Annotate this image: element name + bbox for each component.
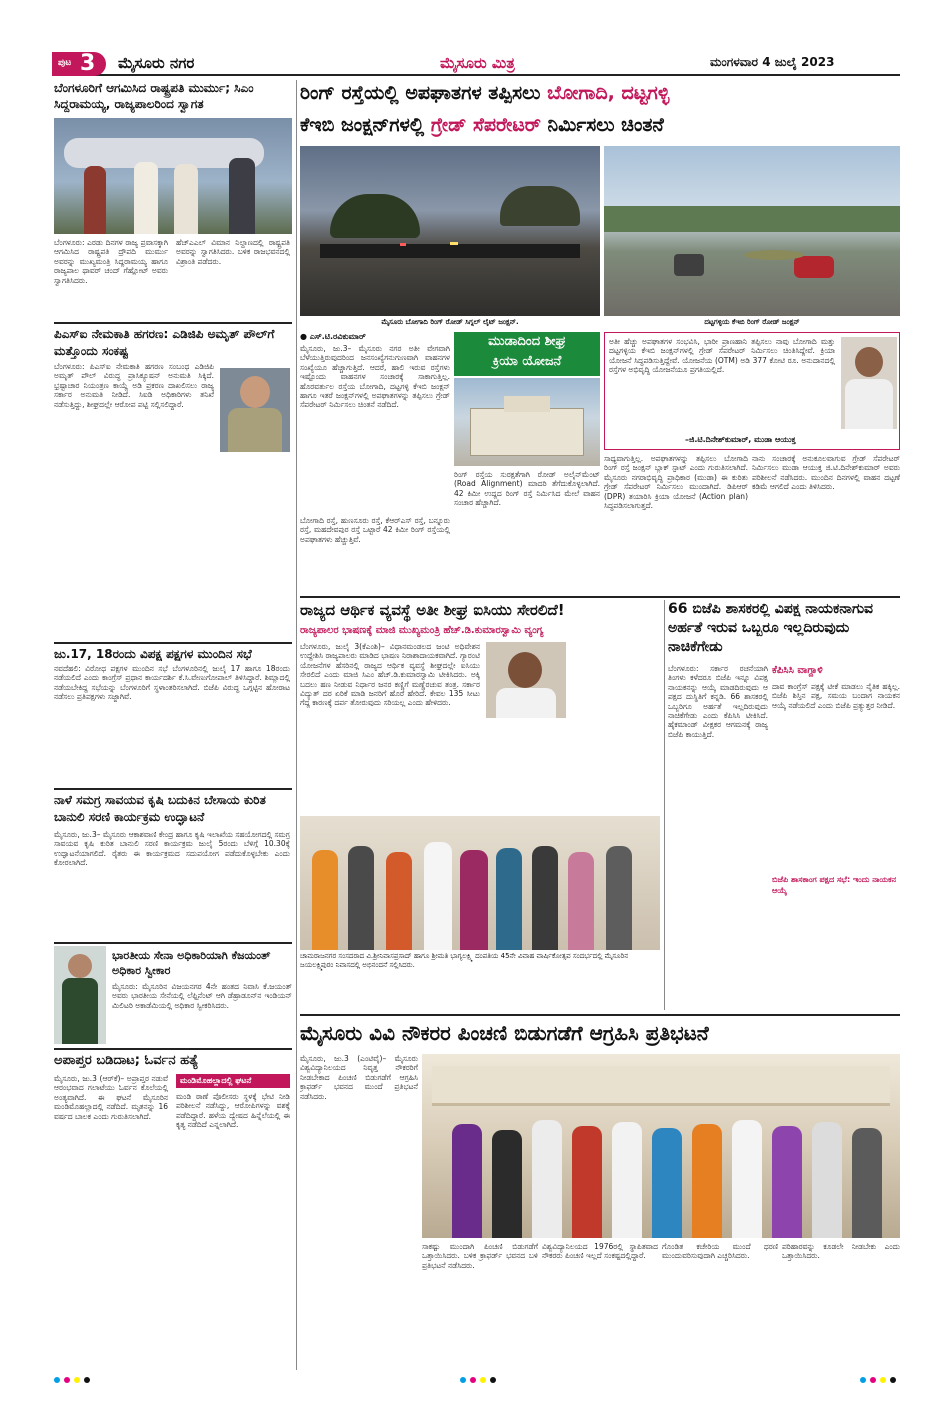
paper-name: ಮೈಸೂರು ಮಿತ್ರ xyxy=(440,54,515,72)
crime-body-left: ಮೈಸೂರು, ಜು.3 (ಆರ್‌ಕೆ)– ಅಪ್ರಾಪ್ತರ ನಡುವೆ ಆರಂಭವಾದ ಗಲಾಟೆಯು ಓರ್ವನ ಕೊಲೆಯಲ್ಲಿ ಅಂತ್ಯವಾಗಿದೆ. ಈ ಘಟನೆ ಮೈಸೂರಿನ ಮಂಡಿಮೊಹಲ್ಲಾದಲ್ಲಿ ನಡೆದಿದೆ. ಮೃತನನ್ನು 16 ವರ್ಷದ ಬಾಲಕ ಎಂದು ಗುರುತಿಸಲಾಗಿದೆ. xyxy=(54,1074,168,1121)
crime-subhead: ಮಂಡಿಮೊಹಲ್ಲಾದಲ್ಲಿ ಘಟನೆ xyxy=(176,1074,290,1088)
section-name: ಮೈಸೂರು ನಗರ xyxy=(118,54,195,72)
flyover-headline-2a: ಕೆಇಬಿ ಜಂಕ್ಷನ್‌ಗಳಲ್ಲಿ xyxy=(300,114,431,136)
army-officer-photo xyxy=(54,946,106,1044)
anniversary-group-photo xyxy=(300,816,660,950)
flyover-headline-1a: ರಿಂಗ್ ರಸ್ತೆಯಲ್ಲಿ ಅಪಘಾತಗಳ ತಪ್ಪಿಸಲು xyxy=(300,82,548,104)
flyover-byline: ● ಎಸ್.ಟಿ.ರವಿಕುಮಾರ್ xyxy=(300,332,366,341)
flyover-col-b: ನಾನು ಸಂಚಾರಕ್ಕೆ ಅನುಕೂಲವಾಗುವ ಗ್ರೇಡ್ ಸೆಪರೇಟರ್ ನಿರ್ಮಿಸಲು ಮುಡಾ ಆಯುಕ್ತ ಜಿ.ಟಿ.ದಿನೇಶ್‌ಕುಮಾರ್ ಅವರು ಪರಿಶೀಲನೆ ನಡೆಸಿದರು. ಮುಂದಿನ ದಿನಗಳಲ್ಲಿ ವಾಹನ ದಟ್ಟಣೆ ಕಡಿಮೆ ಆಗಲಿದೆ ಎಂದು ತಿಳಿಸಿದರು. xyxy=(752,454,900,492)
flyover-body-2: ಬೋಗಾದಿ ರಸ್ತೆ, ಹುಣಸೂರು ರಸ್ತೆ, ಕೆಆರ್‌ಎಸ್ ರಸ್ತೆ, ಬನ್ನೂರು ರಸ್ತೆ, ಮಹದೇವಪುರ ರಸ್ತೆ ಒಟ್ಟಾರೆ 42 ಕಿಮೀ ರಿಂಗ್ ರಸ್ತೆಯಲ್ಲಿ ಅಪಘಾತಗಳು ಹೆಚ್ಚುತ್ತಿವೆ. xyxy=(300,516,450,544)
bjp-subhead-2: ಬಿಜೆಪಿ ಶಾಸಕಾಂಗ ಪಕ್ಷದ ಸಭೆ: ಇಂದು ನಾಯಕನ ಆಯ್ಕೆ xyxy=(772,875,897,895)
pension-headline: ಮೈಸೂರು ವಿವಿ ನೌಕರರ ಪಿಂಚಣಿ ಬಿಡುಗಡೆಗೆ ಆಗ್ರಹಿಸಿ ಪ್ರತಿಭಟನೆ xyxy=(300,1021,709,1045)
session-headline: ಜು.17, 18ರಂದು ವಿಪಕ್ಷ ಪಕ್ಷಗಳ ಮುಂದಿನ ಸಭೆ xyxy=(54,647,252,661)
pension-col-2: ವಿಶ್ವವಿದ್ಯಾನಿಲಯದ 1976ರಲ್ಲಿ ಸ್ಥಾಪಿತವಾದ ನೌಕರರು ಪಿಂಚಣಿ ಇಲ್ಲದೆ ಸಂಕಷ್ಟದಲ್ಲಿದ್ದಾರೆ. xyxy=(542,1242,658,1261)
commissioner-quote: ಅತೀ ಹೆಚ್ಚು ಅಪಘಾತಗಳ ಸಂಭವಿಸಿ, ಭಾರೀ ಪ್ರಾಣಹಾನಿ ತಪ್ಪಿಸಲು ನಾವು ಬೋಗಾದಿ ಮತ್ತು ದಟ್ಟಗಳ್ಳಿಯ ಕೆಇಬಿ ಜಂಕ್ಷನ್‌ಗಳಲ್ಲಿ ಗ್ರೇಡ್ ಸೆಪರೇಟರ್ ನಿರ್ಮಿಸಲು ಚಿಂತಿಸಿದ್ದೇವೆ. ಕ್ರಿಯಾ ಯೋಜನೆ ಸಿದ್ಧಪಡಿಸುತ್ತಿದ್ದೇವೆ. ಯೋಜನೆಯ (OTM) ಅಡಿ 377 ಕೋಟಿ ರೂ. ಅನುದಾನದಲ್ಲಿ ರಸ್ತೆಗಳ ಅಭಿವೃದ್ಧಿ ಯೋಜನೆಯೂ ಪ್ರಗತಿಯಲ್ಲಿದೆ. xyxy=(609,337,835,375)
dattagalli-junction-photo xyxy=(604,146,900,316)
flyover-headline-2b: ಗ್ರೇಡ್ ಸೆಪರೇಟರ್ xyxy=(430,114,541,136)
krishi-headline: ನಾಳೆ ಸಮಗ್ರ ಸಾವಯವ ಕೃಷಿ ಬದುಕಿನ ಬೇಸಾಯ ಕುರಿತ ಬಾನುಲಿ ಸರಣಿ ಕಾರ್ಯಕ್ರಮ ಉದ್ಘಾಟನೆ xyxy=(54,793,266,824)
bogadi-junction-photo xyxy=(300,146,600,316)
president-body-left: ಬೆಂಗಳೂರು: ಎರಡು ದಿನಗಳ ರಾಜ್ಯ ಪ್ರವಾಸಕ್ಕಾಗಿ ಆಗಮಿಸಿದ ರಾಷ್ಟ್ರಪತಿ ದ್ರೌಪದಿ ಮುರ್ಮು ಅವರನ್ನು ಮುಖ್ಯಮಂತ್ರಿ ಸಿದ್ದರಾಮಯ್ಯ ಹಾಗೂ ರಾಜ್ಯಪಾಲ ಥಾವರ್ ಚಂದ್ ಗೆಹ್ಲೋಟ್ ಅವರು ಸ್ವಾಗತಿಸಿದರು. xyxy=(54,238,168,285)
page-number: 3 xyxy=(80,51,96,76)
page-badge xyxy=(52,52,106,76)
crime-body-right: ಮಂಡಿ ಠಾಣೆ ಪೊಲೀಸರು ಸ್ಥಳಕ್ಕೆ ಭೇಟಿ ನೀಡಿ ಪರಿಶೀಲನೆ ನಡೆಸಿದ್ದು, ಆರೋಪಿಗಳನ್ನು ವಶಕ್ಕೆ ಪಡೆದಿದ್ದಾರೆ. ಹಳೆಯ ದ್ವೇಷದ ಹಿನ್ನೆಲೆಯಲ್ಲಿ ಈ ಕೃತ್ಯ ನಡೆದಿದೆ ಎನ್ನಲಾಗಿದೆ. xyxy=(176,1092,290,1130)
army-headline: ಭಾರತೀಯ ಸೇನಾ ಅಧಿಕಾರಿಯಾಗಿ ಕೆಜಯಂತ್ ಅಧಿಕಾರ ಸ್ವೀಕಾರ xyxy=(112,949,271,977)
dattagalli-photo-caption: ದಟ್ಟಗಳ್ಳಿಯ ಕೆಇಬಿ ರಿಂಗ್ ರೋಡ್ ಜಂಕ್ಷನ್ xyxy=(704,318,800,326)
president-body-right: ಹೆಚ್‌ಎಎಲ್ ವಿಮಾನ ನಿಲ್ದಾಣದಲ್ಲಿ ರಾಷ್ಟ್ರಪತಿ ಅವರನ್ನು ಸ್ವಾಗತಿಸಿದರು. ಬಳಿಕ ರಾಜಭವನದಲ್ಲಿ ವಿಶ್ರಾಂತಿ ಪಡೆದರು. xyxy=(176,238,290,266)
session-body: ನವದೆಹಲಿ: ವಿರೋಧ ಪಕ್ಷಗಳ ಮುಂದಿನ ಸಭೆ ಬೆಂಗಳೂರಿನಲ್ಲಿ ಜುಲೈ 17 ಹಾಗೂ 18ರಂದು ನಡೆಯಲಿದೆ ಎಂದು ಕಾಂಗ್ರೆಸ್ ಪ್ರಧಾನ ಕಾರ್ಯದರ್ಶಿ ಕೆ.ಸಿ.ವೇಣುಗೋಪಾಲ್ ತಿಳಿಸಿದ್ದಾರೆ. ಶಿಮ್ಲಾದಲ್ಲಿ ನಡೆಯಬೇಕಿದ್ದ ಸಭೆಯನ್ನು ಬೆಂಗಳೂರಿಗೆ ಸ್ಥಳಾಂತರಿಸಲಾಗಿದೆ. ಬಿಜೆಪಿ ವಿರುದ್ಧ ಒಗ್ಗಟ್ಟಿನ ಹೋರಾಟ ನಡೆಸಲು ಪ್ರತಿಪಕ್ಷಗಳು ಸಜ್ಜಾಗಿವೆ. xyxy=(54,664,290,702)
flyover-body-3: ರಿಂಗ್ ರಸ್ತೆಯ ಸುರಕ್ಷತೆಗಾಗಿ ರೋಡ್ ಅಲೈನ್‌ಮೆಂಟ್ (Road Alignment) ಮಾದರಿ ತೆಗೆದುಕೊಳ್ಳಲಾಗಿದೆ. 42 ಕಿಮೀ ಉದ್ದದ ರಿಂಗ್ ರಸ್ತೆ ನಿರ್ಮಿಸಿದ ಮೇಲೆ ವಾಹನ ಸಂಚಾರ ಹೆಚ್ಚಾಗಿದೆ. xyxy=(454,470,600,508)
kumaraswamy-photo xyxy=(486,642,566,718)
flyover-headline-line2 xyxy=(300,112,900,138)
psi-body-cont xyxy=(220,456,290,638)
bjp-body-3 xyxy=(772,898,900,1010)
army-body: ಮೈಸೂರು: ಮೈಸೂರಿನ ವಿಜಯನಗರ 4ನೇ ಹಂತದ ನಿವಾಸಿ ಕೆ.ಜಯಂತ್ ಅವರು ಭಾರತೀಯ ಸೇನೆಯಲ್ಲಿ ಲೆಫ್ಟಿನೆಂಟ್ ಆಗಿ ಡೆಹ್ರಾಡೂನ್‌ನ ಇಂಡಿಯನ್ ಮಿಲಿಟರಿ ಅಕಾಡೆಮಿಯಲ್ಲಿ ಅಧಿಕಾರ ಸ್ವೀಕರಿಸಿದರು. xyxy=(112,982,292,1010)
psi-headline: ಪಿಎಸ್‌ಐ ನೇಮಕಾತಿ ಹಗರಣ: ಎಡಿಜಿಪಿ ಅಮೃತ್ ಪೌಲ್‌ಗೆ ಮತ್ತೊಂದು ಸಂಕಷ್ಟ xyxy=(54,327,275,358)
commissioner-quote-by: –ಜಿ.ಟಿ.ದಿನೇಶ್‌ಕುಮಾರ್, ಮುಡಾ ಆಯುಕ್ತ xyxy=(685,435,796,444)
commissioner-photo xyxy=(841,337,897,429)
economy-body: ಬೆಂಗಳೂರು, ಜುಲೈ 3(ಕೆಎಂಶಿ)– ವಿಧಾನಮಂಡಲದ ಜಂಟಿ ಅಧಿವೇಶನ ಉದ್ದೇಶಿಸಿ ರಾಜ್ಯಪಾಲರು ಮಾಡಿದ ಭಾಷಣ ನಿರಾಶಾದಾಯಕವಾಗಿದೆ. ಗ್ಯಾರಂಟಿ ಯೋಜನೆಗಳ ಹೆಸರಿನಲ್ಲಿ ರಾಜ್ಯದ ಆರ್ಥಿಕ ವ್ಯವಸ್ಥೆ ಶೀಘ್ರದಲ್ಲೇ ಐಸಿಯು ಸೇರಲಿದೆ ಎಂದು ಮಾಜಿ ಸಿಎಂ ಹೆಚ್.ಡಿ.ಕುಮಾರಸ್ವಾಮಿ ಟೀಕಿಸಿದರು. ಅಕ್ಕಿ ಬದಲು ಹಣ ನೀಡುವ ನಿರ್ಧಾರ ಜನರ ಕಣ್ಣಿಗೆ ಮಣ್ಣೆರಚುವ ತಂತ್ರ. ಸರ್ಕಾರ ವಿದ್ಯುತ್ ದರ ಏರಿಕೆ ಮಾಡಿ ಜನರಿಗೆ ಹೊರೆ ಹೇರಿದೆ. ಕೇವಲ 135 ಸೀಟು ಗೆದ್ದ ಕಾರಣಕ್ಕೆ ದರ್ಪ ತೋರುವುದು ಸರಿಯಲ್ಲ ಎಂದು ಹೇಳಿದರು. xyxy=(300,642,480,708)
flyover-body: ಮೈಸೂರು, ಜು.3– ಮೈಸೂರು ನಗರ ಅತೀ ವೇಗವಾಗಿ ಬೆಳೆಯುತ್ತಿರುವುದರಿಂದ ಜನಸಂಖ್ಯೆಗನುಗುಣವಾಗಿ ವಾಹನಗಳ ಸಂಖ್ಯೆಯೂ ಹೆಚ್ಚಾಗುತ್ತಿದೆ. ಆದರೆ, ಹಾಲಿ ಇರುವ ರಸ್ತೆಗಳು ಇಷ್ಟೊಂದು ವಾಹನಗಳ ಸಂಚಾರಕ್ಕೆ ಸಾಕಾಗುತ್ತಿಲ್ಲ. ಹೊರವರ್ತುಲ ರಸ್ತೆಯ ಬೋಗಾದಿ, ದಟ್ಟಗಳ್ಳಿ ಕೆಇಬಿ ಜಂಕ್ಷನ್ ಹಾಗೂ ಇತರೆ ಜಂಕ್ಷನ್‌ಗಳಲ್ಲಿ ಅಪಘಾತಗಳನ್ನು ತಪ್ಪಿಸಲು ಗ್ರೇಡ್ ಸೆಪರೇಟರ್ ನಿರ್ಮಿಸಲು ಚಿಂತನೆ ನಡೆದಿದೆ. xyxy=(300,344,450,410)
pension-protest-photo xyxy=(422,1054,900,1238)
bjp-body-2: ದಾವ ಕಾಂಗ್ರೆಸ್ ಪಕ್ಷಕ್ಕೆ ಟೀಕೆ ಮಾಡಲು ನೈತಿಕ ಹಕ್ಕಿಲ್ಲ. ಬಿಜೆಪಿ ಶಿಸ್ತಿನ ಪಕ್ಷ, ಸಮಯ ಬಂದಾಗ ನಾಯಕನ ಆಯ್ಕೆ ನಡೆಯಲಿದೆ ಎಂದು ಬಿಜೆಪಿ ಪ್ರತ್ಯುತ್ತರ ನೀಡಿದೆ. xyxy=(772,682,900,710)
krishi-body: ಮೈಸೂರು, ಜು.3– ಮೈಸೂರು ಆಕಾಶವಾಣಿ ಕೇಂದ್ರ ಹಾಗೂ ಕೃಷಿ ಇಲಾಖೆಯ ಸಹಯೋಗದಲ್ಲಿ ಸಮಗ್ರ ಸಾವಯವ ಕೃಷಿ ಕುರಿತ ಬಾನುಲಿ ಸರಣಿ ಕಾರ್ಯಕ್ರಮ ಜುಲೈ 5ರಂದು ಬೆಳಿಗ್ಗೆ 10.30ಕ್ಕೆ ಉದ್ಘಾಟನೆಯಾಗಲಿದೆ. ರೈತರು ಈ ಕಾರ್ಯಕ್ರಮದ ಸದುಪಯೋಗ ಪಡೆದುಕೊಳ್ಳಬೇಕು ಎಂದು ಕೋರಲಾಗಿದೆ. xyxy=(54,830,290,868)
pension-col-3: ಗೊಂಡಿತ ಕಚೇರಿಯ ಮುಂದೆ ಧರಣಿ ಮುಂದುವರಿಸುವುದಾಗಿ ಎಚ್ಚರಿಸಿದರು. xyxy=(662,1242,778,1261)
bjp-subhead: ಕೆಪಿಸಿಸಿ ವಾಗ್ದಾಳಿ xyxy=(772,665,823,676)
bjp-body: ಬೆಂಗಳೂರು: ಸರ್ಕಾರ ರಚನೆಯಾಗಿ ತಿಂಗಳು ಕಳೆದರೂ ಬಿಜೆಪಿ ಇನ್ನೂ ವಿಪಕ್ಷ ನಾಯಕನನ್ನು ಆಯ್ಕೆ ಮಾಡದಿರುವುದು ಆ ಪಕ್ಷದ ದುಸ್ಥಿತಿಗೆ ಕನ್ನಡಿ. 66 ಶಾಸಕರಲ್ಲಿ ಒಬ್ಬರಿಗೂ ಅರ್ಹತೆ ಇಲ್ಲದಿರುವುದು ನಾಚಿಕೆಗೇಡು ಎಂದು ಕೆಪಿಸಿಸಿ ಟೀಕಿಸಿದೆ. ಹೈಕಮಾಂಡ್ ವೀಕ್ಷಕರ ಆಗಮನಕ್ಕೆ ರಾಜ್ಯ ಬಿಜೆಪಿ ಕಾಯುತ್ತಿದೆ. xyxy=(668,664,768,739)
flyover-headline-2c: ನಿರ್ಮಿಸಲು ಚಿಂತನೆ xyxy=(540,114,664,136)
flyover-headline-line1 xyxy=(300,80,900,106)
issue-date: ಮಂಗಳವಾರ 4 ಜುಲೈ 2023 xyxy=(710,55,835,69)
president-photo xyxy=(54,118,292,234)
economy-headline: ರಾಜ್ಯದ ಆರ್ಥಿಕ ವ್ಯವಸ್ಥೆ ಅತೀ ಶೀಘ್ರ ಐಸಿಯು ಸೇರಲಿದೆ! xyxy=(300,601,565,619)
crime-headline: ಅಪಾಪ್ತರ ಬಡಿದಾಟ; ಓರ್ವನ ಹತ್ಯೆ xyxy=(54,1053,199,1068)
psi-body: ಬೆಂಗಳೂರು: ಪಿಎಸ್‌ಐ ನೇಮಕಾತಿ ಹಗರಣ ಸಂಬಂಧ ಎಡಿಜಿಪಿ ಅಮೃತ್ ಪೌಲ್ ವಿರುದ್ಧ ಪ್ರಾಸಿಕ್ಯೂಷನ್ ಅನುಮತಿ ಸಿಕ್ಕಿದೆ. ಭ್ರಷ್ಟಾಚಾರ ನಿಯಂತ್ರಣ ಕಾಯ್ದೆ ಅಡಿ ಪ್ರಕರಣ ದಾಖಲಿಸಲು ರಾಜ್ಯ ಸರ್ಕಾರ ಅನುಮತಿ ನೀಡಿದೆ. ಸಿಐಡಿ ಅಧಿಕಾರಿಗಳು ತನಿಖೆ ನಡೆಸುತ್ತಿದ್ದು, ಶೀಘ್ರದಲ್ಲೇ ಆರೋಪ ಪಟ್ಟಿ ಸಲ್ಲಿಸಲಿದ್ದಾರೆ. xyxy=(54,362,214,409)
bjp-headline: 66 ಬಿಜೆಪಿ ಶಾಸಕರಲ್ಲಿ ವಿಪಕ್ಷ ನಾಯಕನಾಗುವ ಅರ್ಹತೆ ಇರುವ ಒಬ್ಬರೂ ಇಲ್ಲದಿರುವುದು ನಾಚಿಕೆಗೇಡು xyxy=(668,601,874,655)
pension-col-1: ಸಾಕಷ್ಟು ಮುಂದಾಗಿ ಪಿಂಚಣಿ ಬಿಡುಗಡೆಗೆ ಒತ್ತಾಯಿಸಿದರು. ಬಳಿಕ ಕ್ರಾಫರ್ಡ್ ಭವನದ ಬಳಿ ಪ್ರತಿಭಟನೆ ನಡೆಸಿದರು. xyxy=(422,1242,538,1270)
adgp-photo xyxy=(220,368,290,452)
commissioner-quote-box xyxy=(604,332,900,450)
muda-action-plan-box xyxy=(454,332,600,376)
pension-col-4: ಪರಿಹಾರವನ್ನು ಕೂಡಲೇ ನೀಡಬೇಕು ಎಂದು ಒತ್ತಾಯಿಸಿದರು. xyxy=(782,1242,900,1261)
anniversary-photo-caption: ಚಾಮರಾಜನಗರ ಸಂಸದರಾದ ವಿ.ಶ್ರೀನಿವಾಸಪ್ರಸಾದ್ ಹಾಗೂ ಶ್ರೀಮತಿ ಭಾಗ್ಯಲಕ್ಷ್ಮಿ ದಂಪತಿಯ 45ನೇ ವಿವಾಹ ವಾರ್ಷಿಕೋತ್ಸವ ಸಂದರ್ಭದಲ್ಲಿ ಮೈಸೂರಿನ ಜಯಲಕ್ಷ್ಮಿಪುರಂ ನಿವಾಸದಲ್ಲಿ ಅಭಿನಂದನೆ ಸಲ್ಲಿಸಿದರು. xyxy=(300,952,629,969)
muda-box-title-1: ಮುಡಾದಿಂದ ಶೀಘ್ರ xyxy=(488,334,566,349)
bogadi-photo-caption: ಮೈಸೂರು ಬೋಗಾದಿ ರಿಂಗ್ ರೋಡ್ ಸಿಗ್ನಲ್ ಲೈಟ್ ಜಂಕ್ಷನ್. xyxy=(381,318,519,326)
president-headline: ಬೆಂಗಳೂರಿಗೆ ಆಗಮಿಸಿದ ರಾಷ್ಟ್ರಪತಿ ಮುರ್ಮು; ಸಿಎಂ ಸಿದ್ದರಾಮಯ್ಯ, ರಾಜ್ಯಪಾಲರಿಂದ ಸ್ವಾಗತ xyxy=(54,81,254,111)
muda-building-photo xyxy=(454,378,600,466)
pension-body-left: ಮೈಸೂರು, ಜು.3 (ಎಂಟಿವೈ)– ಮೈಸೂರು ವಿಶ್ವವಿದ್ಯಾನಿಲಯದ ನಿವೃತ್ತ ನೌಕರರಿಗೆ ನೀಡಬೇಕಾದ ಪಿಂಚಣಿ ಬಿಡುಗಡೆಗೆ ಆಗ್ರಹಿಸಿ ಕ್ರಾಫರ್ಡ್ ಭವನದ ಮುಂದೆ ಪ್ರತಿಭಟನೆ ನಡೆಸಿದರು. xyxy=(300,1054,418,1101)
economy-body-cont xyxy=(486,722,660,812)
economy-subhead: ರಾಜ್ಯಪಾಲರ ಭಾಷಣಕ್ಕೆ ಮಾಜಿ ಮುಖ್ಯಮಂತ್ರಿ ಹೆಚ್.ಡಿ.ಕುಮಾರಸ್ವಾಮಿ ವ್ಯಂಗ್ಯ xyxy=(300,625,544,636)
muda-box-title-2: ಕ್ರಿಯಾ ಯೋಜನೆ xyxy=(492,354,562,369)
page-prefix: ಪುಟ xyxy=(58,58,72,68)
flyover-headline-1b: ಬೋಗಾದಿ, ದಟ್ಟಗಳ್ಳಿ xyxy=(547,82,670,104)
flyover-col-a: ಸಾಧ್ಯವಾಗುತ್ತಿಲ್ಲ. ಅಪಘಾತಗಳನ್ನು ತಪ್ಪಿಸಲು ಬೋಗಾದಿ ರಿಂಗ್ ರಸ್ತೆ ಜಂಕ್ಷನ್ ಬ್ಲಾಕ್ ಸ್ಪಾಟ್ ಎಂದು ಗುರುತಿಸಲಾಗಿದೆ. ಮೈಸೂರು ನಗರಾಭಿವೃದ್ಧಿ ಪ್ರಾಧಿಕಾರ (ಮುಡಾ) ಈ ಕುರಿತು ಗ್ರೇಡ್ ಸೆಪರೇಟರ್ ನಿರ್ಮಿಸಲು ಮುಂದಾಗಿದೆ. ಡಿಪಿಆರ್ (DPR) ತಯಾರಿಸಿ ಕ್ರಿಯಾ ಯೋಜನೆ (Action plan) ಸಿದ್ಧಪಡಿಸಲಾಗುತ್ತದೆ. xyxy=(604,454,748,511)
